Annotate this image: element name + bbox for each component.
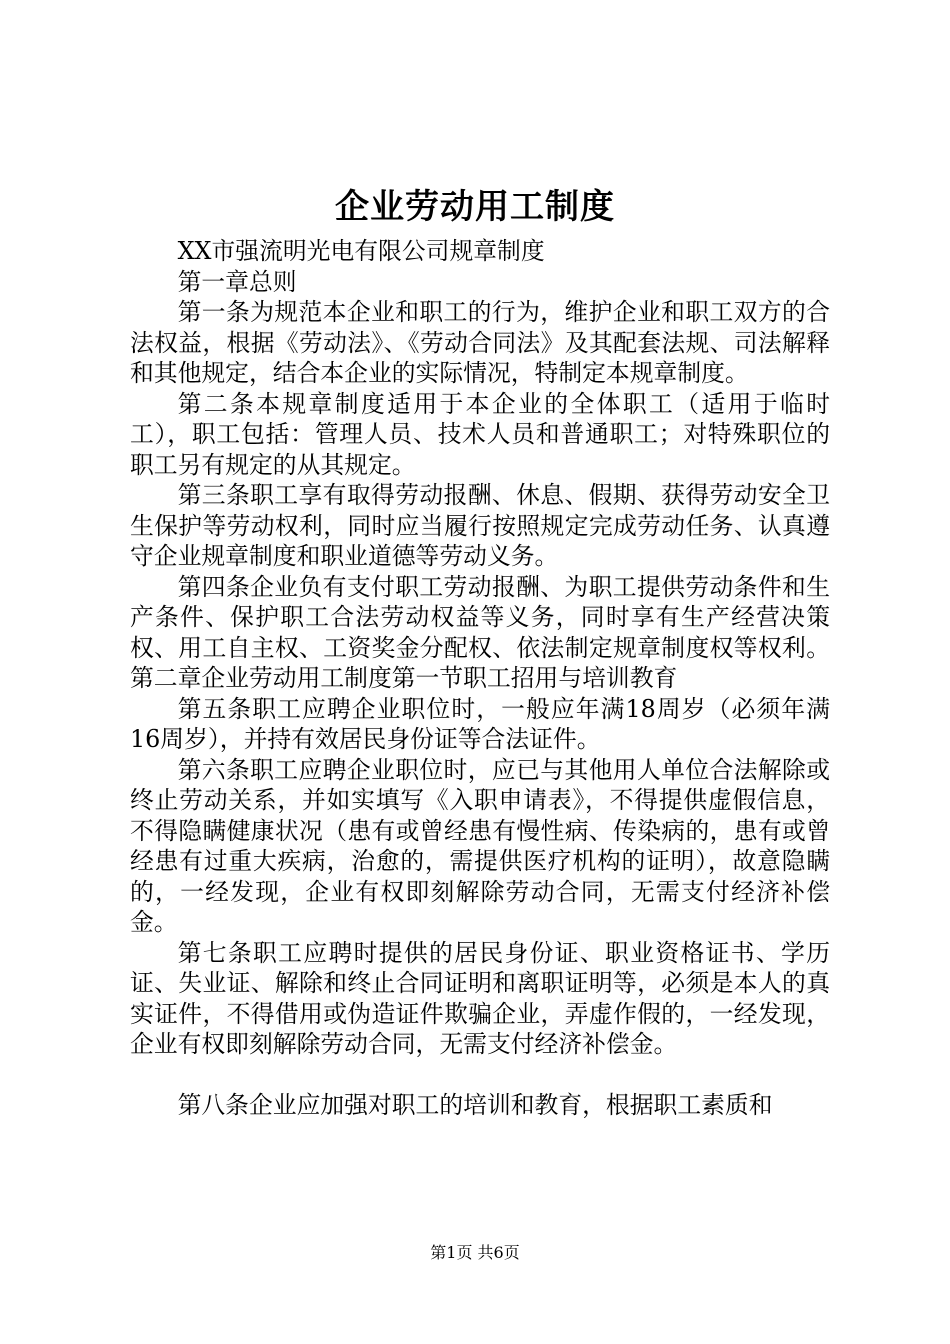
article-8: 第八条企业应加强对职工的培训和教育，根据职工素质和 bbox=[177, 1090, 773, 1119]
article-5: 第五条职工应聘企业职位时，一般应年满18周岁（必须年满16周岁），并持有效居民身份证等合法证件。 bbox=[130, 694, 830, 753]
article-6: 第六条职工应聘企业职位时，应已与其他用人单位合法解除或终止劳动关系，并如实填写《入职申请表》，不得提供虚假信息，不得隐瞒健康状况（患有或曾经患有慢性病、传染病的，患有或曾经患有过重大疾病，治愈的，需提供医疗机构的证明），故意隐瞒的，一经发现，企业有权即刻解除劳动合同，无需支付经济补偿金。 bbox=[130, 755, 830, 936]
article-2: 第二条本规章制度适用于本企业的全体职工（适用于临时工），职工包括：管理人员、技术人员和普通职工；对特殊职位的职工另有规定的从其规定。 bbox=[130, 389, 830, 479]
article-7: 第七条职工应聘时提供的居民身份证、职业资格证书、学历证、失业证、解除和终止合同证明和离职证明等，必须是本人的真实证件，不得借用或伪造证件欺骗企业，弄虚作假的，一经发现，企业有权即刻解除劳动合同，无需支付经济补偿金。 bbox=[130, 938, 830, 1058]
article-1: 第一条为规范本企业和职工的行为，维护企业和职工双方的合法权益，根据《劳动法》、《劳动合同法》及其配套法规、司法解释和其他规定，结合本企业的实际情况，特制定本规章制度。 bbox=[130, 298, 830, 387]
article-3: 第三条职工享有取得劳动报酬、休息、假期、获得劳动安全卫生保护等劳动权利，同时应当履行按照规定完成劳动任务、认真遵守企业规章制度和职业道德等劳动义务。 bbox=[130, 481, 830, 570]
document-title: 企业劳动用工制度 bbox=[335, 187, 615, 227]
article-4: 第四条企业负有支付职工劳动报酬、为职工提供劳动条件和生产条件、保护职工合法劳动权益等义务，同时享有生产经营决策权、用工自主权、工资奖金分配权、依法制定规章制度权等权利。第二章企业劳动用工制度第一节职工招用与培训教育 bbox=[130, 572, 830, 692]
company-heading: XX市强流明光电有限公司规章制度 bbox=[177, 237, 545, 265]
page-footer: 第1页 共6页 bbox=[430, 1243, 520, 1262]
chapter-heading: 第一章总则 bbox=[177, 267, 297, 296]
document-body bbox=[130, 236, 830, 1120]
